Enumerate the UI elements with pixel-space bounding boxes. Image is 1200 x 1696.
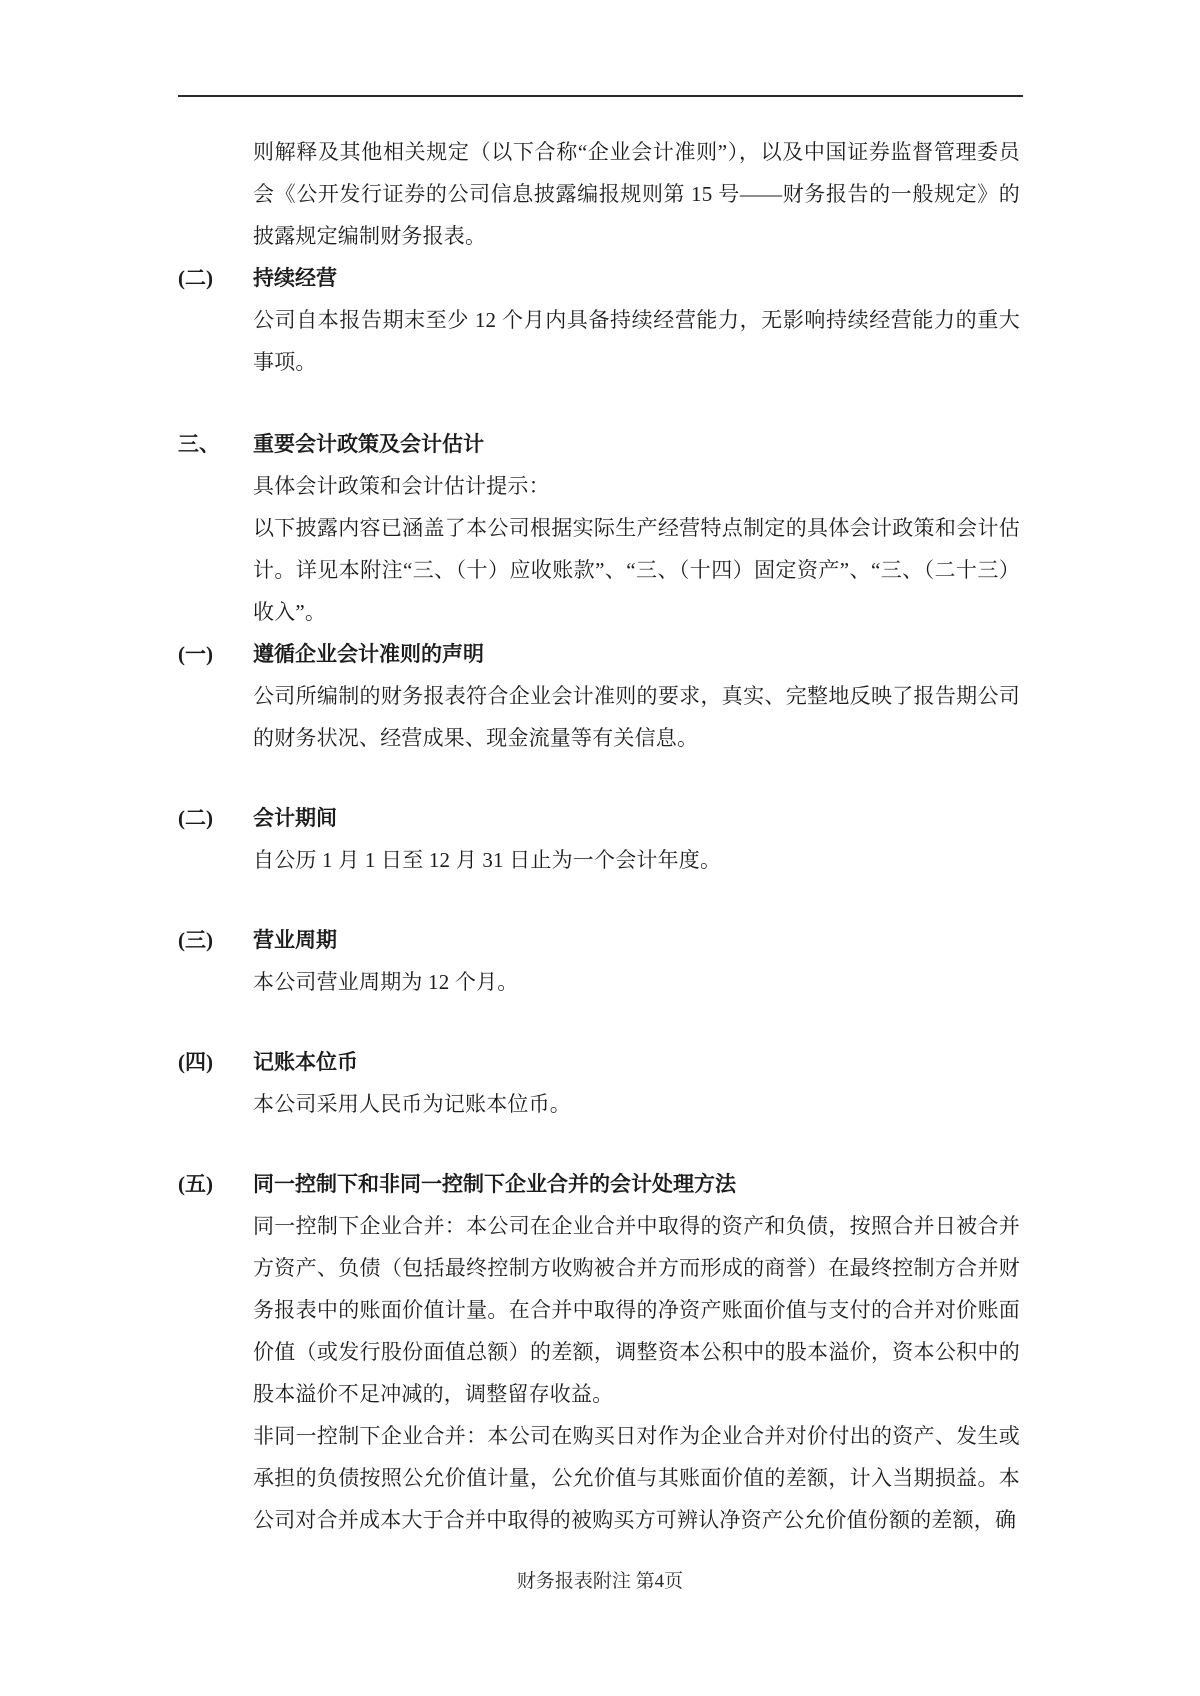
section-heading: 重要会计政策及会计估计 xyxy=(253,432,484,456)
paragraph: 具体会计政策和会计估计提示： xyxy=(253,474,550,498)
paragraph: 本公司采用人民币为记账本位币。 xyxy=(253,1092,571,1116)
section-accounting-period xyxy=(178,797,1020,881)
section-accounting-policies xyxy=(178,423,1020,633)
section-compliance-statement xyxy=(178,633,1020,759)
paragraph: 同一控制下企业合并：本公司在企业合并中取得的资产和负债，按照合并日被合并方资产、负债（包括最终控制方收购被合并方而形成的商誉）在最终控制方合并财务报表中的账面价值计量。在合并中取得的净资产账面价值与支付的合并对价账面价值（或发行股份面值总额）的差额，调整资本公积中的股本溢价，资本公积中的股本溢价不足冲减的，调整留存收益。 xyxy=(253,1214,1020,1406)
paragraph: 自公历 1 月 1 日至 12 月 31 日止为一个会计年度。 xyxy=(253,848,722,872)
paragraph: 公司自本报告期末至少 12 个月内具备持续经营能力，无影响持续经营能力的重大事项。 xyxy=(253,308,1020,374)
section-heading: 营业周期 xyxy=(253,928,337,952)
section-business-combinations xyxy=(178,1163,1020,1541)
document-body xyxy=(178,131,1020,1541)
section-heading: 持续经营 xyxy=(253,266,337,290)
section-heading: 遵循企业会计准则的声明 xyxy=(253,642,484,666)
section-heading: 会计期间 xyxy=(253,806,337,830)
paragraph: 本公司营业周期为 12 个月。 xyxy=(253,970,519,994)
section-intro-continuation xyxy=(253,131,1020,257)
section-label: (二) xyxy=(178,266,213,290)
paragraph: 非同一控制下企业合并：本公司在购买日对作为企业合并对价付出的资产、发生或承担的负债按照公允价值计量，公允价值与其账面价值的差额，计入当期损益。本公司对合并成本大于合并中取得的被购买方可辨认净资产公允价值份额的差额，确 xyxy=(253,1424,1020,1532)
paragraph: 则解释及其他相关规定（以下合称“企业会计准则”），以及中国证券监督管理委员会《公开发行证券的公司信息披露编报规则第 15 号——财务报告的一般规定》的披露规定编制财务报表。 xyxy=(253,140,1020,248)
section-label: (五) xyxy=(178,1172,213,1196)
footer-text: 财务报表附注 第4页 xyxy=(516,1571,684,1592)
section-label: (一) xyxy=(178,642,213,666)
paragraph: 公司所编制的财务报表符合企业会计准则的要求，真实、完整地反映了报告期公司的财务状况、经营成果、现金流量等有关信息。 xyxy=(253,684,1020,750)
section-heading: 同一控制下和非同一控制下企业合并的会计处理方法 xyxy=(253,1172,736,1196)
section-heading: 记账本位币 xyxy=(253,1050,358,1074)
section-label: 三、 xyxy=(178,432,220,456)
section-label: (四) xyxy=(178,1050,213,1074)
section-functional-currency xyxy=(178,1041,1020,1125)
section-operating-cycle xyxy=(178,919,1020,1003)
page-footer xyxy=(0,1561,1200,1603)
section-label: (二) xyxy=(178,806,213,830)
section-label: (三) xyxy=(178,928,213,952)
section-going-concern xyxy=(178,257,1020,383)
header-rule xyxy=(178,95,1023,97)
paragraph: 以下披露内容已涵盖了本公司根据实际生产经营特点制定的具体会计政策和会计估计。详见本附注“三、（十）应收账款”、“三、（十四）固定资产”、“三、（二十三）收入”。 xyxy=(253,516,1020,624)
